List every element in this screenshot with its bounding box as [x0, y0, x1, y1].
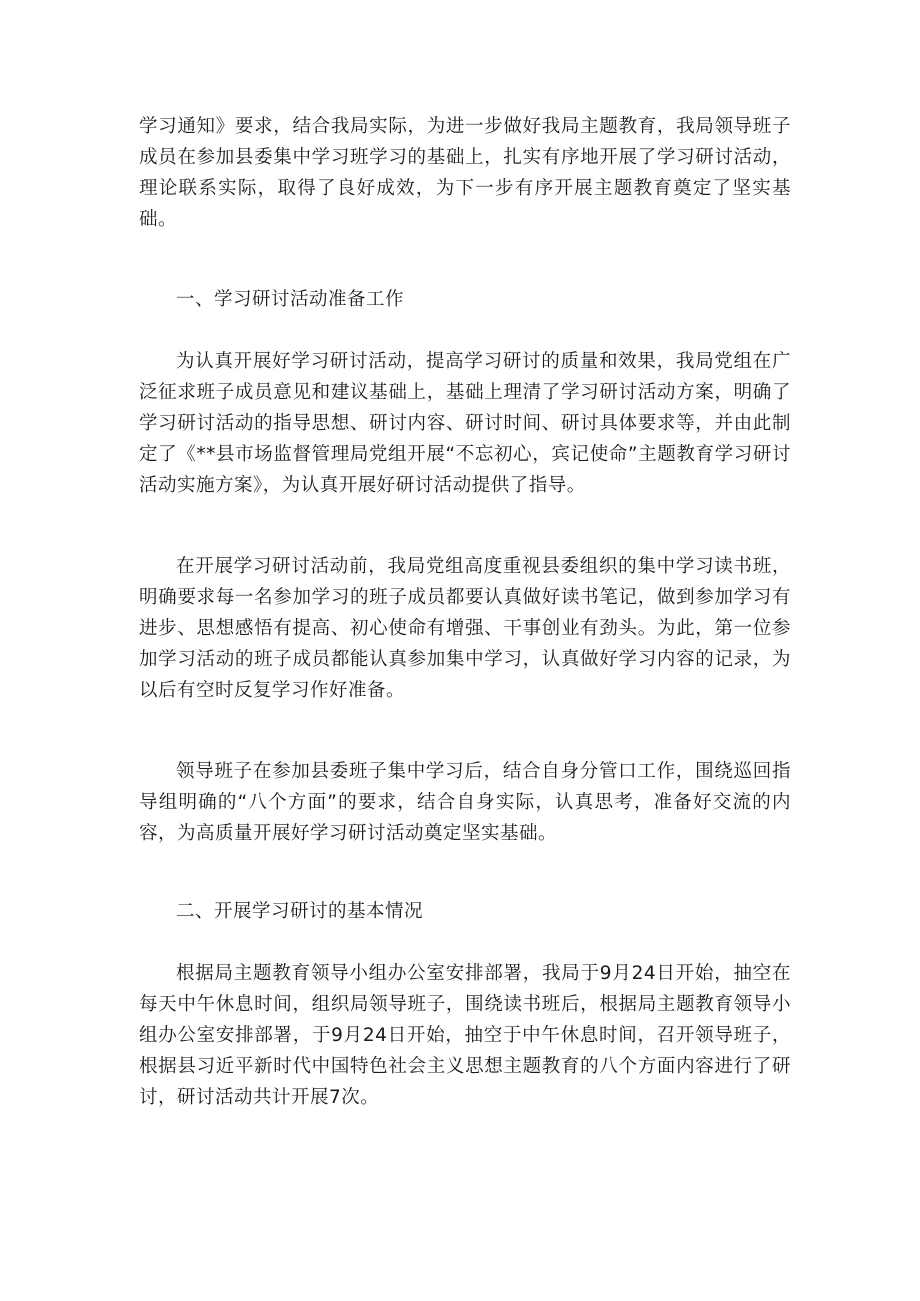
paragraph-basic-situation: 根据局主题教育领导小组办公室安排部署，我局于9月24日开始，抽空在每天中午休息时间，组织局领导班子，围绕读书班后，根据局主题教育领导小组办公室安排部署，于9月24日开始，抽空于中午休息时间，召开领导班子，根据县习近平新时代中国特色社会主义思想主题教育的八个方面内容进行了研讨，研讨活动共计开展7次。 [139, 963, 791, 1108]
paragraph-intro: 学习通知》要求，结合我局实际，为进一步做好我局主题教育，我局领导班子成员在参加县委集中学习班学习的基础上，扎实有序地开展了学习研讨活动，理论联系实际，取得了良好成效，为下一步有序开展主题教育奠定了坚实基础。 [139, 116, 791, 230]
section-heading-2: 二、开展学习研讨的基本情况 [176, 901, 424, 922]
paragraph-reading-class: 在开展学习研讨活动前，我局党组高度重视县委组织的集中学习读书班，明确要求每一名参加学习的班子成员都要认真做好读书笔记，做到参加学习有进步、思想感悟有提高、初心使命有增强、干事创业有劲头。为此，第一位参加学习活动的班子成员都能认真参加集中学习，认真做好学习内容的记录，为以后有空时反复学习作好准备。 [139, 556, 791, 701]
paragraph-leadership: 领导班子在参加县委班子集中学习后，结合自身分管口工作，围绕巡回指导组明确的“八个方面”的要求，结合自身实际，认真思考，准备好交流的内容，为高质量开展好学习研讨活动奠定坚实基础。 [139, 761, 791, 844]
paragraph-preparation: 为认真开展好学习研讨活动，提高学习研讨的质量和效果，我局党组在广泛征求班子成员意见和建议基础上，基础上理清了学习研讨活动方案，明确了学习研讨活动的指导思想、研讨内容、研讨时间、研讨具体要求等，并由此制定了《**县市场监督管理局党组开展“不忘初心，宾记使命”主题教育学习研讨活动实施方案》，为认真开展好研讨活动提供了指导。 [139, 351, 791, 496]
section-heading-1: 一、学习研讨活动准备工作 [176, 289, 405, 310]
